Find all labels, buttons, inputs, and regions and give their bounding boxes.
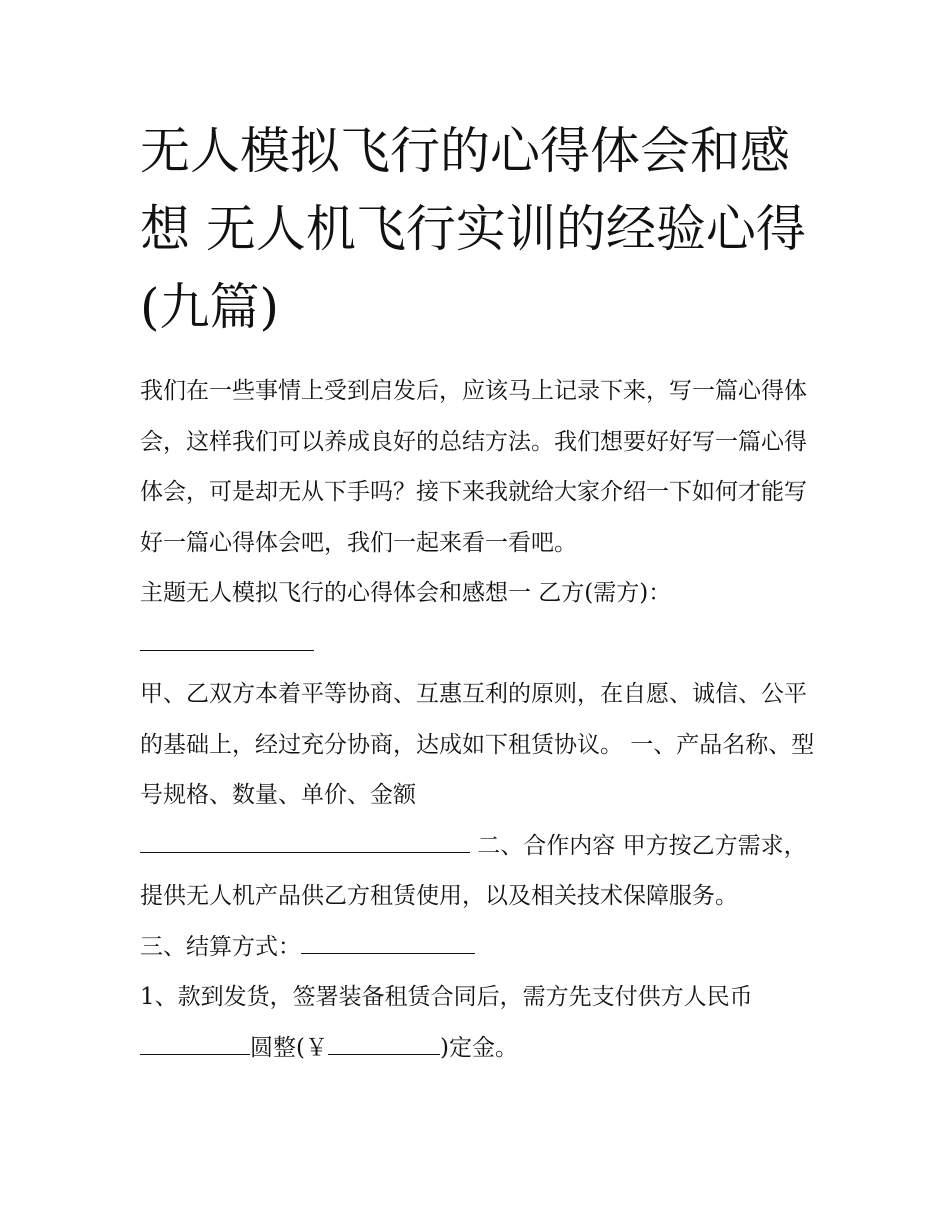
fill-in-blank <box>301 931 475 954</box>
settlement-line <box>140 922 820 973</box>
document-title: 无人模拟飞行的心得体会和感想 无人机飞行实训的经验心得(九篇) <box>140 122 806 336</box>
cooperation-paragraph <box>140 821 820 922</box>
document-page <box>140 112 820 1073</box>
party-b-blank-line <box>140 619 820 670</box>
settlement-label: 三、结算方式： <box>140 933 301 960</box>
fill-in-blank <box>140 830 470 853</box>
section-heading: 主题无人模拟飞行的心得体会和感想一 乙方(需方)： <box>140 580 672 606</box>
fill-in-blank <box>140 1032 250 1055</box>
amount-words-suffix: 圆整(￥ <box>250 1034 328 1061</box>
payment-paragraph <box>140 972 820 1073</box>
payment-text: 1、款到发货，签署装备租赁合同后，需方先支付供方人民币 <box>140 984 753 1010</box>
intro-paragraph: 我们在一些事情上受到启发后，应该马上记录下来，写一篇心得体会，这样我们可以养成良好的总结方法。我们想要好好写一篇心得体会，可是却无从下手吗？接下来我就给大家介绍一下如何才能写好一篇心得体会吧，我们一起来看一看吧。 <box>140 378 807 556</box>
fill-in-blank <box>328 1032 440 1055</box>
deposit-suffix: )定金。 <box>439 1034 518 1061</box>
cooperation-text: 二、合作内容 甲方按乙方需求，提供无人机产品供乙方租赁使用，以及相关技术保障服务。 <box>140 832 807 909</box>
fill-in-blank <box>140 628 314 651</box>
principle-paragraph: 甲、乙双方本着平等协商、互惠互利的原则，在自愿、诚信、公平的基础上，经过充分协商，达成如下租赁协议。 一、产品名称、型号规格、数量、单价、金额 <box>140 681 815 808</box>
